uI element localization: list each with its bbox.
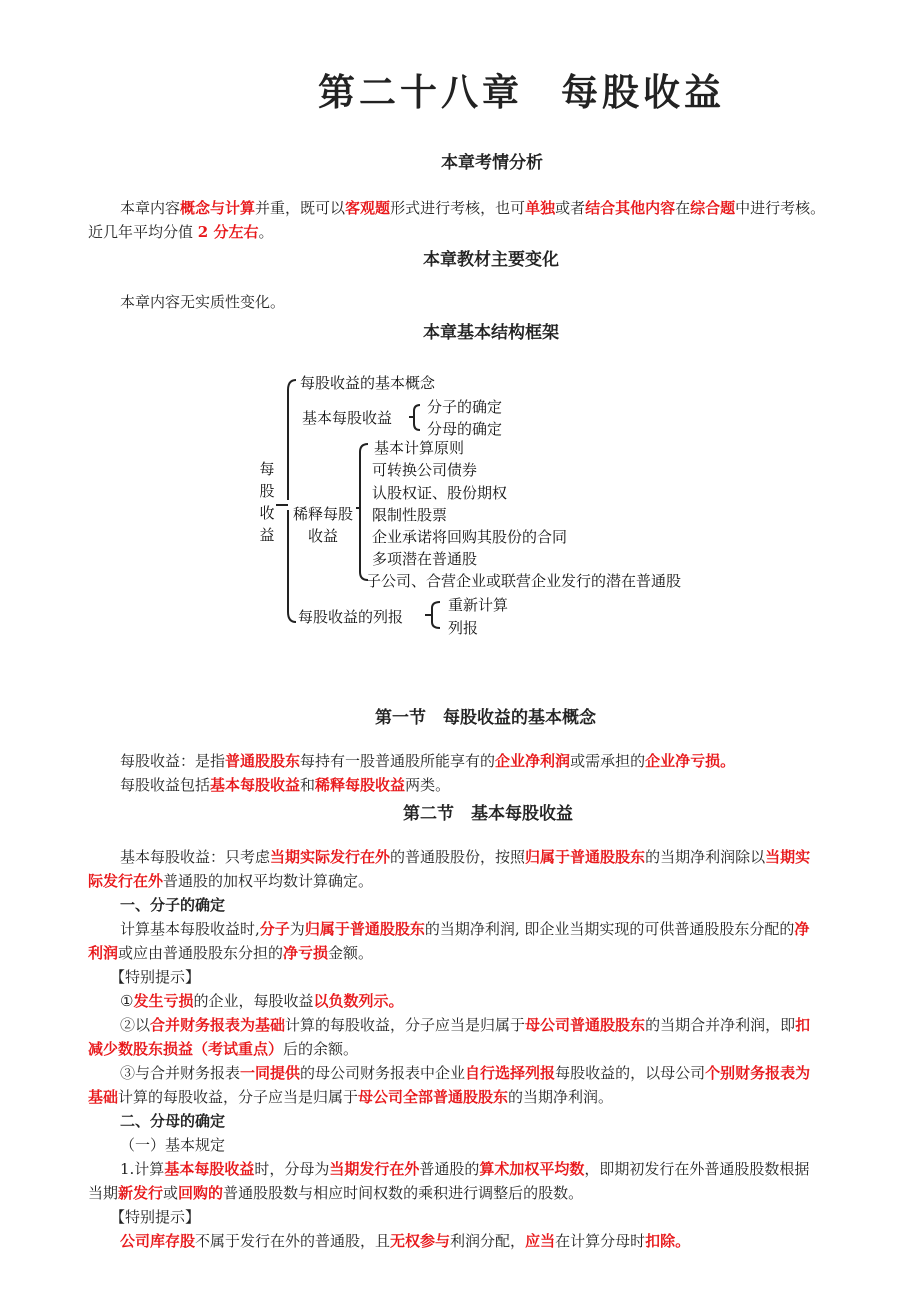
body-text: ①: [120, 992, 134, 1010]
highlighted-text: 普通股股东: [225, 752, 301, 770]
body-text: 后的余额。: [283, 1040, 359, 1058]
highlighted-text: 归属于普通股股东: [525, 848, 646, 866]
mindmap-report: 列报: [448, 619, 479, 637]
text-line: [88, 1157, 873, 1181]
analysis-heading: 本章考情分析: [441, 153, 543, 173]
body-text: 的当期净利润, 即企业当期实现的可供普通股股东分配的: [424, 920, 795, 938]
highlighted-text: 回购的: [178, 1184, 224, 1202]
highlighted-text: 以负数列示。: [313, 992, 404, 1010]
highlighted-text: 归属于普通股股东: [304, 920, 425, 938]
highlighted-text: 结合其他内容: [585, 199, 676, 217]
body-text: 或应由普通股股东分担的: [118, 944, 284, 962]
mindmap-diluted-item: 认股权证、股份期权: [372, 484, 508, 502]
highlighted-text: 新发行: [118, 1184, 164, 1202]
body-text: 两类。: [405, 776, 451, 794]
body-text: 。: [258, 223, 274, 241]
body-text: ②以: [120, 1016, 151, 1034]
highlighted-text: 利润: [88, 944, 119, 962]
body-text: 的当期净利润除以: [645, 848, 766, 866]
highlighted-text: 企业净利润: [495, 752, 571, 770]
body-text: 为: [289, 920, 305, 938]
text-line: [88, 1037, 873, 1061]
changes-text: 本章内容无实质性变化。: [120, 293, 286, 311]
highlighted-text: 分子: [259, 920, 290, 938]
framework-heading: 本章基本结构框架: [423, 323, 559, 343]
highlighted-text: 一同提供: [240, 1064, 301, 1082]
highlighted-text: 母公司全部普通股股东: [358, 1088, 509, 1106]
section1-heading: 第一节 每股收益的基本概念: [375, 708, 596, 728]
highlighted-text: 母公司普通股股东: [525, 1016, 646, 1034]
tip-label-2: 【特别提示】: [110, 1208, 201, 1226]
body-text: 金额。: [328, 944, 374, 962]
body-text: 每持有一股普通股所能享有的: [300, 752, 496, 770]
body-text: 普通股股数与相应时间权数的乘积进行调整后的股数。: [223, 1184, 584, 1202]
mindmap-root: 每 股 收 益: [259, 460, 275, 544]
changes-heading: 本章教材主要变化: [423, 250, 559, 270]
highlighted-text: 合并财务报表为基础: [150, 1016, 286, 1034]
highlighted-text: 公司库存股: [120, 1232, 196, 1250]
mindmap-diluted-item: 多项潜在普通股: [372, 550, 478, 568]
highlighted-text: 当期实: [765, 848, 811, 866]
highlighted-text: 扣除。: [645, 1232, 691, 1250]
body-text: 计算的每股收益，分子应当是归属于: [285, 1016, 526, 1034]
text-line: [88, 917, 873, 941]
body-text: 不属于发行在外的普通股，且: [195, 1232, 391, 1250]
mindmap-diluted-item: 企业承诺将回购其股份的合同: [372, 528, 568, 546]
mindmap-denominator: 分母的确定: [427, 420, 503, 438]
body-text: 的当期合并净利润，即: [645, 1016, 796, 1034]
highlighted-text: 净亏损: [283, 944, 329, 962]
body-text: 和: [300, 776, 316, 794]
text-line: [88, 1229, 873, 1253]
body-text: 的母公司财务报表中企业: [300, 1064, 466, 1082]
chapter-number: 第二十八章: [318, 71, 523, 114]
body-text: 每股收益：是指: [120, 752, 226, 770]
highlighted-text: 扣: [795, 1016, 811, 1034]
text-line: [88, 749, 873, 773]
highlighted-text: 稀释每股收益: [315, 776, 406, 794]
highlighted-text: 应当: [525, 1232, 556, 1250]
text-line: [88, 989, 873, 1013]
text-line: [88, 941, 873, 965]
body-text: 每股收益的，以母公司: [555, 1064, 706, 1082]
body-text: 近几年平均分值: [88, 223, 198, 241]
body-text: 或需承担的: [570, 752, 646, 770]
body-text: 在计算分母时: [555, 1232, 646, 1250]
highlighted-text: 客观题: [345, 199, 391, 217]
highlighted-text: 无权参与: [390, 1232, 451, 1250]
highlighted-text: 个别财务报表为: [705, 1064, 811, 1082]
text-line: [88, 773, 873, 797]
highlighted-text: 基本每股收益: [164, 1160, 255, 1178]
text-line: [88, 1085, 873, 1109]
highlighted-text: 净: [794, 920, 810, 938]
highlighted-text: 际发行在外: [88, 872, 164, 890]
body-text: 的当期净利润。: [508, 1088, 614, 1106]
body-text: 计算基本每股收益时,: [120, 920, 260, 938]
body-text: 计算的每股收益，分子应当是归属于: [118, 1088, 359, 1106]
body-text: 中进行考核。: [735, 199, 826, 217]
body-text: 的企业，每股收益: [193, 992, 314, 1010]
highlighted-text: 当期发行在外: [329, 1160, 420, 1178]
subheading-denominator: 二、分母的确定: [120, 1112, 226, 1130]
highlighted-text: 算术加权平均数: [479, 1160, 585, 1178]
mindmap-diluted-item: 基本计算原则: [374, 439, 465, 457]
body-text: 的普通股股份，按照: [390, 848, 526, 866]
body-text: 普通股的加权平均数计算确定。: [163, 872, 374, 890]
mindmap-diluted-item: 限制性股票: [372, 506, 448, 524]
mindmap-diluted-item: 子公司、合营企业或联营企业发行的潜在普通股: [366, 572, 682, 590]
body-text: 本章内容: [120, 199, 181, 217]
mindmap-diluted: 稀释每股 收益: [292, 505, 353, 545]
mindmap-basic-eps: 基本每股收益: [302, 409, 393, 427]
body-text: 或: [163, 1184, 179, 1202]
body-text: ，即期初发行在外普通股股数根据: [584, 1160, 810, 1178]
body-text: 在: [675, 199, 691, 217]
highlighted-text: 基础: [88, 1088, 119, 1106]
mindmap-basic-concept: 每股收益的基本概念: [300, 374, 436, 392]
tip-label: 【特别提示】: [110, 968, 201, 986]
highlighted-text: 企业净亏损。: [645, 752, 736, 770]
root-bracket: [288, 380, 296, 622]
highlighted-text: 基本每股收益: [210, 776, 301, 794]
body-text: 基本每股收益：只考虑: [120, 848, 271, 866]
body-text: 并重，既可以: [255, 199, 346, 217]
body-text: 时，分母为: [254, 1160, 330, 1178]
mindmap-recalc: 重新计算: [448, 596, 509, 614]
body-text: 当期: [88, 1184, 119, 1202]
highlighted-text: 发生亏损: [133, 992, 194, 1010]
body-text: 利润分配，: [450, 1232, 526, 1250]
subheading-basic-rule: （一）基本规定: [120, 1136, 226, 1154]
section1-body: [88, 749, 873, 797]
section2-heading: 第二节 基本每股收益: [403, 804, 573, 824]
mindmap-diluted-item: 可转换公司债券: [372, 461, 478, 479]
text-line: [88, 845, 873, 869]
highlighted-text: 2 分左右: [197, 223, 259, 241]
mindmap-numerator: 分子的确定: [427, 398, 503, 416]
text-line: [88, 1181, 873, 1205]
highlighted-text: 减少数股东损益（考试重点）: [88, 1040, 284, 1058]
mindmap-presentation: 每股收益的列报: [298, 608, 404, 626]
chapter-name: 每股收益: [561, 71, 725, 114]
highlighted-text: 自行选择列报: [465, 1064, 556, 1082]
section2-body: [88, 845, 873, 1253]
text-line: [88, 869, 873, 893]
text-line: [88, 1061, 873, 1085]
subheading-numerator: 一、分子的确定: [120, 896, 226, 914]
highlighted-text: 当期实际发行在外: [270, 848, 391, 866]
text-line: [88, 1013, 873, 1037]
highlighted-text: 概念与计算: [180, 199, 256, 217]
highlighted-text: 综合题: [690, 199, 736, 217]
body-text: ③与合并财务报表: [120, 1064, 241, 1082]
body-text: 普通股的: [419, 1160, 480, 1178]
body-text: 1.计算: [120, 1160, 165, 1178]
body-text: 每股收益包括: [120, 776, 211, 794]
body-text: 或者: [555, 199, 586, 217]
body-text: 形式进行考核，也可: [390, 199, 526, 217]
highlighted-text: 单独: [525, 199, 556, 217]
